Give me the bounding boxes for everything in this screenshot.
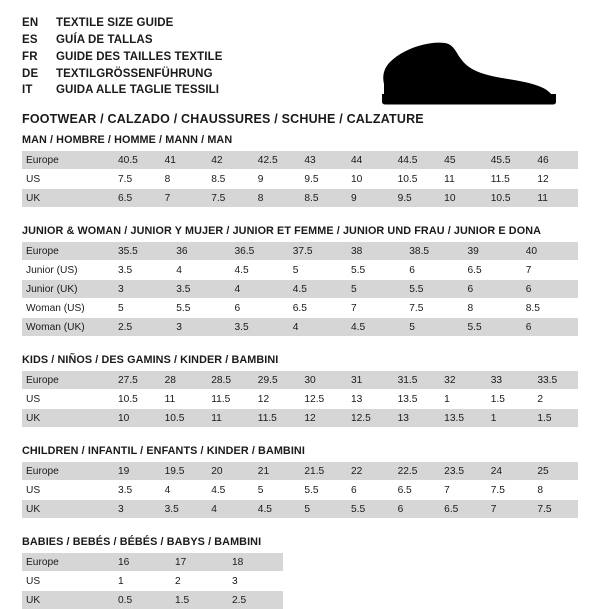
size-cell: 2.5: [112, 318, 170, 337]
language-row: [22, 83, 223, 100]
table-row: [22, 409, 578, 428]
language-text: TEXTILGRÖSSENFÜHRUNG: [56, 67, 223, 84]
size-cell: 46: [531, 151, 578, 170]
size-cell: 6.5: [287, 299, 345, 318]
table-row: [22, 553, 283, 572]
size-cell: 1: [112, 572, 169, 591]
size-cell: 11: [205, 409, 252, 428]
language-text: GUÍA DE TALLAS: [56, 33, 223, 50]
size-cell: 3.5: [229, 318, 287, 337]
size-cell: 8: [159, 170, 206, 189]
size-cell: 31: [345, 371, 392, 390]
size-cell: 38.5: [403, 242, 461, 261]
size-cell: 1.5: [169, 591, 226, 609]
size-cell: 0.5: [112, 591, 169, 609]
size-block: [22, 354, 578, 427]
size-cell: 30: [298, 371, 345, 390]
size-cell: 23.5: [438, 462, 485, 481]
table-row: [22, 242, 578, 261]
table-row: [22, 572, 283, 591]
row-label: US: [22, 170, 112, 189]
size-cell: 12.5: [345, 409, 392, 428]
size-cell: 40: [520, 242, 578, 261]
language-list: [22, 16, 223, 100]
size-cell: 1.5: [531, 409, 578, 428]
size-cell: 19.5: [159, 462, 206, 481]
size-cell: 10.5: [392, 170, 439, 189]
size-cell: 7: [520, 261, 578, 280]
size-cell: 10.5: [159, 409, 206, 428]
size-block-title: CHILDREN / INFANTIL / ENFANTS / KINDER / BAMBINI: [22, 445, 578, 461]
size-cell: 45.5: [485, 151, 532, 170]
size-cell: 5: [252, 481, 299, 500]
size-table: [22, 150, 578, 207]
row-label: Europe: [22, 242, 112, 261]
size-cell: 5: [403, 318, 461, 337]
size-cell: 10: [112, 409, 159, 428]
row-label: Woman (US): [22, 299, 112, 318]
size-cell: 36: [170, 242, 228, 261]
size-cell: 39: [462, 242, 520, 261]
size-cell: 6: [392, 500, 439, 519]
size-cell: 3: [170, 318, 228, 337]
size-cell: 7: [345, 299, 403, 318]
row-label: US: [22, 572, 112, 591]
dress-shoe-icon: [368, 32, 568, 106]
row-label: Junior (US): [22, 261, 112, 280]
size-cell: 42.5: [252, 151, 299, 170]
size-cell: 10: [438, 189, 485, 208]
size-cell: 33: [485, 371, 532, 390]
size-cell: 37.5: [287, 242, 345, 261]
size-cell: 11: [159, 390, 206, 409]
row-label: Europe: [22, 462, 112, 481]
size-cell: 44: [345, 151, 392, 170]
size-cell: 2: [531, 390, 578, 409]
size-cell: 18: [226, 553, 283, 572]
size-cell: 4.5: [345, 318, 403, 337]
size-cell: 7.5: [531, 500, 578, 519]
size-cell: 3.5: [159, 500, 206, 519]
size-cell: 10: [345, 170, 392, 189]
language-code: EN: [22, 16, 56, 33]
size-cell: 5.5: [170, 299, 228, 318]
language-row: [22, 33, 223, 50]
size-block: [22, 536, 578, 609]
row-label: UK: [22, 409, 112, 428]
size-cell: 3.5: [170, 280, 228, 299]
size-cell: 6.5: [392, 481, 439, 500]
size-cell: 3.5: [112, 481, 159, 500]
size-cell: 16: [112, 553, 169, 572]
size-cell: 7.5: [485, 481, 532, 500]
size-cell: 11.5: [485, 170, 532, 189]
size-cell: 45: [438, 151, 485, 170]
size-cell: 5.5: [298, 481, 345, 500]
size-cell: 7: [438, 481, 485, 500]
size-cell: 4: [205, 500, 252, 519]
size-cell: 3.5: [112, 261, 170, 280]
table-row: [22, 481, 578, 500]
row-label: Europe: [22, 151, 112, 170]
table-row: [22, 280, 578, 299]
size-cell: 4.5: [229, 261, 287, 280]
size-cell: 41: [159, 151, 206, 170]
size-cell: 5.5: [462, 318, 520, 337]
language-code: DE: [22, 67, 56, 84]
row-label: US: [22, 481, 112, 500]
size-cell: 17: [169, 553, 226, 572]
size-cell: 4: [229, 280, 287, 299]
size-cell: 8: [462, 299, 520, 318]
size-cell: 8.5: [298, 189, 345, 208]
size-cell: 8: [252, 189, 299, 208]
size-cell: 6.5: [112, 189, 159, 208]
size-cell: 10.5: [112, 390, 159, 409]
size-cell: 5: [112, 299, 170, 318]
table-row: [22, 189, 578, 208]
size-cell: 19: [112, 462, 159, 481]
table-row: [22, 371, 578, 390]
size-cell: 4: [287, 318, 345, 337]
size-cell: 5: [345, 280, 403, 299]
size-cell: 2.5: [226, 591, 283, 609]
row-label: Junior (UK): [22, 280, 112, 299]
size-cell: 3: [226, 572, 283, 591]
size-cell: 10.5: [485, 189, 532, 208]
row-label: UK: [22, 189, 112, 208]
size-cell: 1: [485, 409, 532, 428]
size-cell: 7.5: [403, 299, 461, 318]
row-label: Europe: [22, 371, 112, 390]
language-row: [22, 16, 223, 33]
size-block-title: MAN / HOMBRE / HOMME / MANN / MAN: [22, 134, 578, 150]
language-text: TEXTILE SIZE GUIDE: [56, 16, 223, 33]
size-cell: 21.5: [298, 462, 345, 481]
table-row: [22, 299, 578, 318]
size-cell: 9.5: [392, 189, 439, 208]
table-row: [22, 261, 578, 280]
size-cell: 6: [229, 299, 287, 318]
size-cell: 33.5: [531, 371, 578, 390]
language-code: IT: [22, 83, 56, 100]
size-cell: 22.5: [392, 462, 439, 481]
size-cell: 4: [170, 261, 228, 280]
size-cell: 7.5: [205, 189, 252, 208]
size-table: [22, 552, 283, 609]
size-cell: 12.5: [298, 390, 345, 409]
size-cell: 5.5: [345, 261, 403, 280]
language-row: [22, 50, 223, 67]
size-cell: 3: [112, 280, 170, 299]
size-cell: 6.5: [438, 500, 485, 519]
size-cell: 6: [520, 318, 578, 337]
size-cell: 9.5: [298, 170, 345, 189]
size-cell: 3: [112, 500, 159, 519]
size-cell: 11: [531, 189, 578, 208]
size-cell: 22: [345, 462, 392, 481]
size-cell: 9: [345, 189, 392, 208]
size-cell: 2: [169, 572, 226, 591]
size-cell: 13: [392, 409, 439, 428]
size-block: [22, 134, 578, 207]
table-row: [22, 500, 578, 519]
table-row: [22, 170, 578, 189]
size-table: [22, 241, 578, 336]
language-code: FR: [22, 50, 56, 67]
size-cell: 25: [531, 462, 578, 481]
size-block: [22, 445, 578, 518]
size-cell: 1.5: [485, 390, 532, 409]
table-row: [22, 390, 578, 409]
size-cell: 40.5: [112, 151, 159, 170]
size-cell: 13: [345, 390, 392, 409]
size-block: [22, 225, 578, 336]
size-cell: 5: [298, 500, 345, 519]
size-cell: 31.5: [392, 371, 439, 390]
size-cell: 42: [205, 151, 252, 170]
size-table: [22, 461, 578, 518]
size-cell: 11: [438, 170, 485, 189]
size-cell: 13.5: [438, 409, 485, 428]
size-cell: 12: [298, 409, 345, 428]
size-cell: 6: [345, 481, 392, 500]
size-cell: 9: [252, 170, 299, 189]
language-list-body: [22, 16, 223, 100]
size-cell: 8.5: [205, 170, 252, 189]
size-blocks-container: [22, 134, 578, 609]
row-label: Europe: [22, 553, 112, 572]
size-cell: 13.5: [392, 390, 439, 409]
row-label: US: [22, 390, 112, 409]
size-cell: 6: [462, 280, 520, 299]
size-cell: 21: [252, 462, 299, 481]
table-row: [22, 151, 578, 170]
size-cell: 6: [403, 261, 461, 280]
size-cell: 24: [485, 462, 532, 481]
header: [22, 16, 578, 116]
size-cell: 4: [159, 481, 206, 500]
size-cell: 38: [345, 242, 403, 261]
size-cell: 1: [438, 390, 485, 409]
size-cell: 7.5: [112, 170, 159, 189]
size-cell: 6: [520, 280, 578, 299]
language-text: GUIDA ALLE TAGLIE TESSILI: [56, 83, 223, 100]
size-cell: 4.5: [252, 500, 299, 519]
size-cell: 7: [485, 500, 532, 519]
size-cell: 20: [205, 462, 252, 481]
size-cell: 28.5: [205, 371, 252, 390]
size-block-title: KIDS / NIÑOS / DES GAMINS / KINDER / BAMBINI: [22, 354, 578, 370]
size-cell: 8.5: [520, 299, 578, 318]
size-cell: 11.5: [205, 390, 252, 409]
table-row: [22, 318, 578, 337]
size-cell: 12: [531, 170, 578, 189]
language-row: [22, 67, 223, 84]
row-label: UK: [22, 591, 112, 609]
size-cell: 11.5: [252, 409, 299, 428]
page-title: FOOTWEAR / CALZADO / CHAUSSURES / SCHUHE / CALZATURE: [22, 112, 578, 126]
size-cell: 32: [438, 371, 485, 390]
size-cell: 5.5: [403, 280, 461, 299]
row-label: UK: [22, 500, 112, 519]
language-text: GUIDE DES TAILLES TEXTILE: [56, 50, 223, 67]
size-cell: 35.5: [112, 242, 170, 261]
size-cell: 43: [298, 151, 345, 170]
size-cell: 44.5: [392, 151, 439, 170]
size-cell: 28: [159, 371, 206, 390]
size-cell: 27.5: [112, 371, 159, 390]
size-table: [22, 370, 578, 427]
size-cell: 4.5: [205, 481, 252, 500]
size-cell: 36.5: [229, 242, 287, 261]
size-block-title: BABIES / BEBÉS / BÉBÉS / BABYS / BAMBINI: [22, 536, 578, 552]
row-label: Woman (UK): [22, 318, 112, 337]
size-cell: 5.5: [345, 500, 392, 519]
size-cell: 7: [159, 189, 206, 208]
table-row: [22, 462, 578, 481]
size-cell: 12: [252, 390, 299, 409]
language-code: ES: [22, 33, 56, 50]
size-block-title: JUNIOR & WOMAN / JUNIOR Y MUJER / JUNIOR ET FEMME / JUNIOR UND FRAU / JUNIOR E DONA: [22, 225, 578, 241]
size-cell: 6.5: [462, 261, 520, 280]
size-cell: 5: [287, 261, 345, 280]
size-cell: 4.5: [287, 280, 345, 299]
size-cell: 29.5: [252, 371, 299, 390]
size-cell: 8: [531, 481, 578, 500]
